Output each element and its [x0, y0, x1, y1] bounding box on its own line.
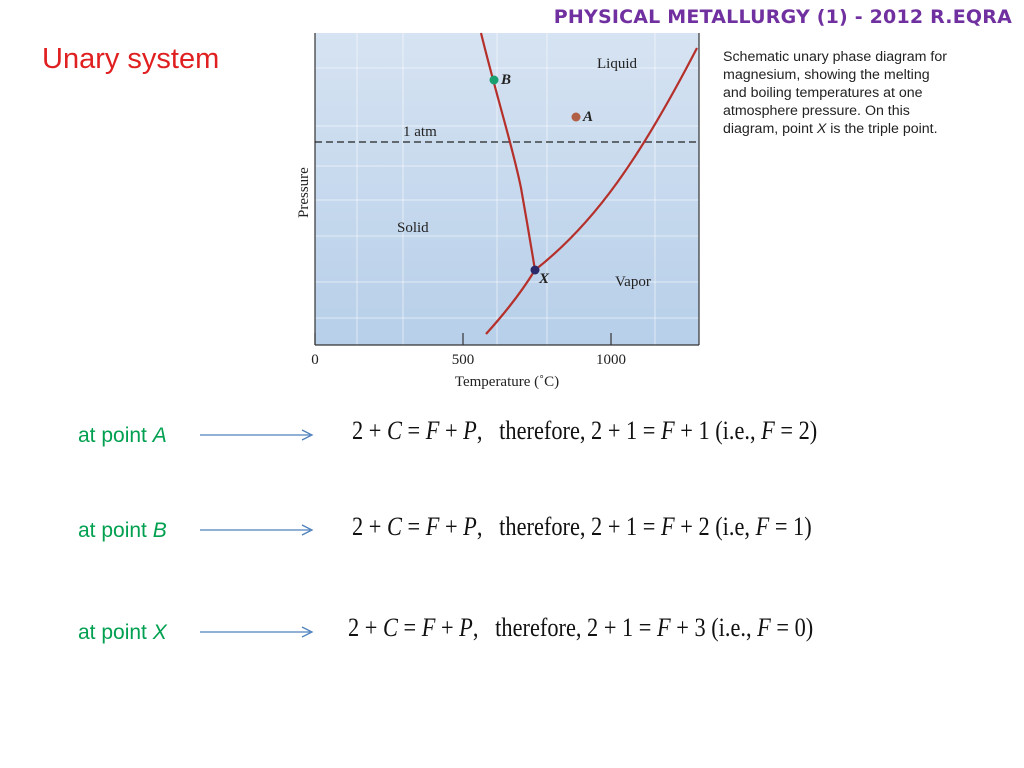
slide-title: Unary system [42, 43, 220, 75]
one-atm-label: 1 atm [403, 124, 437, 140]
diagram-caption [723, 48, 1013, 138]
arrow-icon [198, 428, 318, 442]
point-variable: A [152, 424, 167, 447]
x-axis-label: Temperature (˚C) [454, 374, 560, 390]
equation-x: 2 + C = F + P, therefore, 2 + 1 = F + 3 (i.e., F = 0) [348, 613, 814, 642]
caption-line: diagram, point X is the triple point. [723, 121, 938, 137]
row-label-x: at point X [78, 621, 167, 644]
equation-b: 2 + C = F + P, therefore, 2 + 1 = F + 2 (i.e, F = 1) [352, 512, 812, 541]
arrow-icon [198, 625, 318, 639]
point-b-label: B [501, 72, 512, 88]
point-b-marker [490, 76, 499, 85]
liquid-label: Liquid [597, 56, 637, 72]
point-a-marker [572, 113, 581, 122]
arrow-icon [198, 523, 318, 537]
solid-label: Solid [397, 220, 429, 236]
caption-line: and boiling temperatures at one [723, 85, 923, 101]
point-variable: X [152, 621, 167, 644]
point-a-label: A [583, 109, 594, 125]
caption-line: magnesium, showing the melting [723, 67, 930, 83]
caption-line: atmosphere pressure. On this [723, 103, 910, 119]
x-tick-label-500: 500 [451, 352, 475, 368]
caption-variable: X [816, 121, 827, 137]
phase-diagram [285, 28, 705, 398]
x-tick-label-1000: 1000 [596, 352, 626, 368]
row-label-b: at point B [78, 519, 167, 542]
vapor-label: Vapor [615, 274, 651, 290]
slide-header: PHYSICAL METALLURGY (1) - 2012 R.EQRA [553, 6, 1012, 28]
caption-line: Schematic unary phase diagram for [723, 49, 947, 65]
point-variable: B [152, 519, 167, 542]
point-x-label: X [539, 271, 550, 287]
y-axis-label: Pressure [296, 167, 312, 218]
x-tick-label-0: 0 [311, 352, 319, 368]
equation-a: 2 + C = F + P, therefore, 2 + 1 = F + 1 (i.e., F = 2) [352, 416, 818, 445]
row-label-a: at point A [78, 424, 167, 447]
